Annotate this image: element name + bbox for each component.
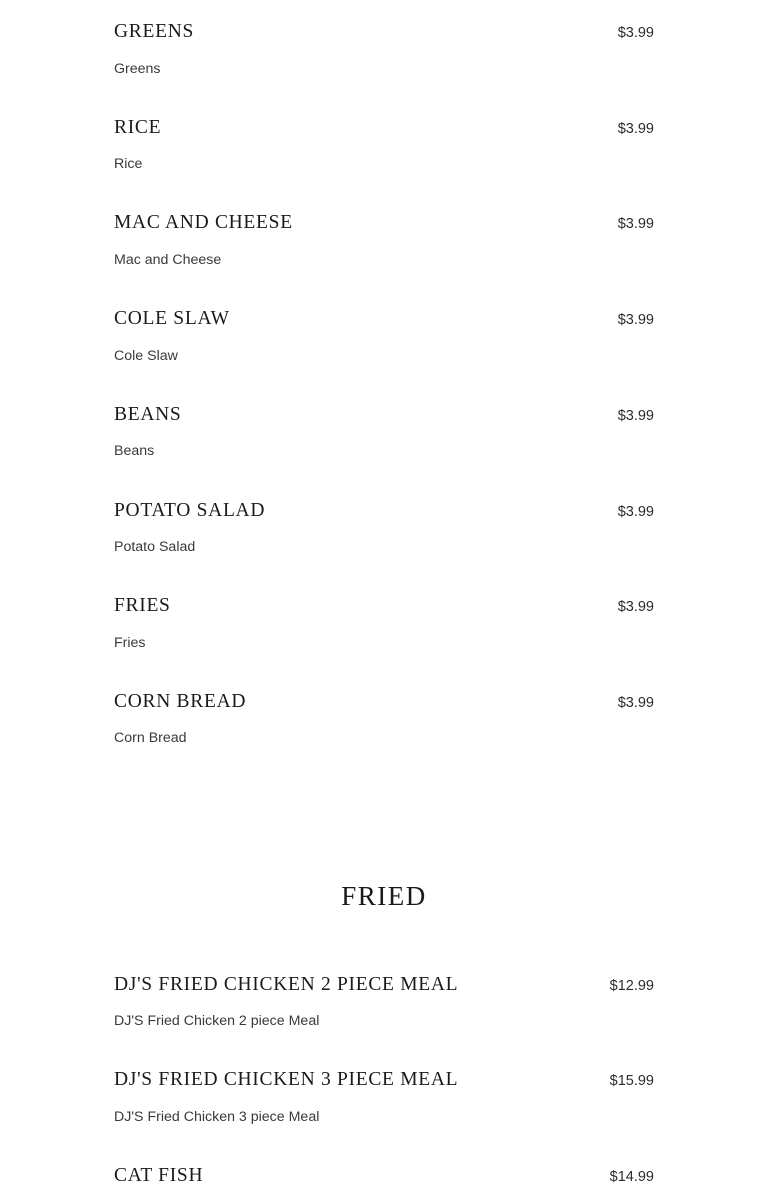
- menu-item-name: FRIES: [114, 595, 171, 617]
- menu-item-description: Rice: [114, 156, 143, 173]
- menu-item: [114, 501, 654, 555]
- menu-section-sides: [114, 22, 654, 746]
- menu-item-description: Potato Salad: [114, 539, 196, 556]
- menu-item-price: $3.99: [617, 216, 654, 233]
- menu-item: [114, 1166, 654, 1186]
- menu-item-name: RICE: [114, 116, 162, 138]
- menu-item-price: $3.99: [617, 120, 654, 137]
- menu-item: [114, 22, 654, 76]
- menu-item-description: Beans: [114, 443, 155, 460]
- menu-item-name: BEANS: [114, 403, 182, 425]
- menu-item: [114, 309, 654, 363]
- menu-item-price: $3.99: [617, 407, 654, 424]
- menu-item: [114, 405, 654, 459]
- menu-item-name: DJ'S FRIED CHICKEN 2 PIECE MEAL: [114, 973, 459, 995]
- menu-item-price: $3.99: [617, 694, 654, 711]
- menu-item-description: Cole Slaw: [114, 347, 178, 364]
- menu-item-description: Mac and Cheese: [114, 251, 222, 268]
- menu-section-fried: [114, 881, 654, 1186]
- menu-item-description: DJ'S Fried Chicken 2 piece Meal: [114, 1013, 320, 1030]
- menu-item-description: DJ'S Fried Chicken 3 piece Meal: [114, 1108, 320, 1125]
- menu-item-name: POTATO SALAD: [114, 499, 266, 521]
- section-title-fried: FRIED: [341, 880, 427, 911]
- menu-item-price: $3.99: [617, 25, 654, 41]
- menu-item-description: Greens: [114, 60, 161, 77]
- menu-item-price: $15.99: [609, 1073, 654, 1090]
- menu-item: [114, 596, 654, 650]
- menu-item-name: DJ'S FRIED CHICKEN 3 PIECE MEAL: [114, 1069, 459, 1091]
- menu-item-price: $12.99: [609, 977, 654, 994]
- menu-item-price: $14.99: [609, 1169, 654, 1186]
- menu-item-price: $3.99: [617, 312, 654, 329]
- menu-item: [114, 1070, 654, 1124]
- menu-item-name: MAC AND CHEESE: [114, 212, 293, 234]
- menu-item-description: Fries: [114, 634, 146, 651]
- menu-item-price: $3.99: [617, 503, 654, 520]
- menu-item-name: GREENS: [114, 21, 195, 42]
- menu-item: [114, 692, 654, 746]
- menu-item-price: $3.99: [617, 599, 654, 616]
- menu-list: [114, 0, 654, 1186]
- menu-item-name: COLE SLAW: [114, 308, 230, 330]
- menu-item: [114, 213, 654, 267]
- menu-item: [114, 975, 654, 1029]
- menu-item-description: Corn Bread: [114, 730, 187, 747]
- menu-item-name: CAT FISH: [114, 1165, 204, 1186]
- menu-item-name: CORN BREAD: [114, 690, 247, 712]
- menu-item: [114, 118, 654, 172]
